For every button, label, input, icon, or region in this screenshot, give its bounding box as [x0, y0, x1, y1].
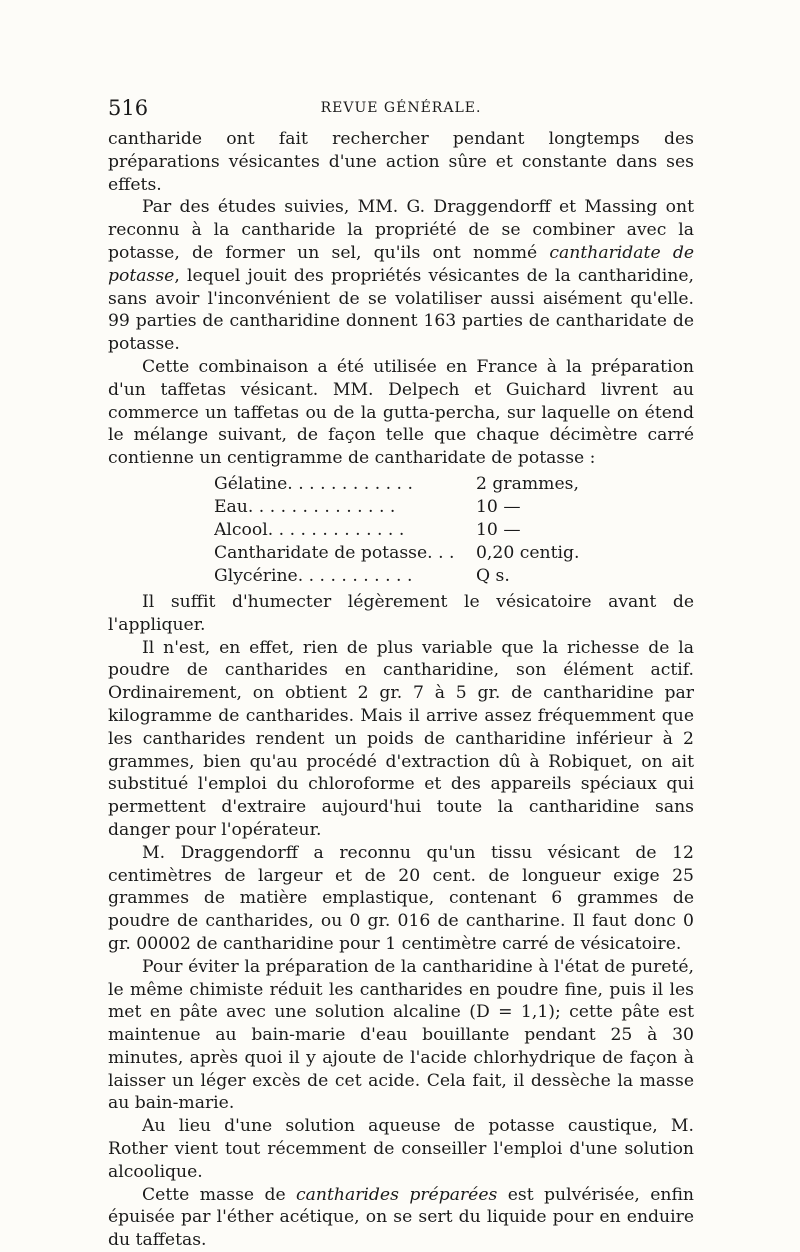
paragraph-continuation: cantharide ont fait rechercher pendant longtemps des préparations vésicantes d'une action sûre et constante dans ses effets.	[108, 129, 694, 195]
recipe-row	[214, 473, 614, 496]
body-text	[108, 128, 694, 1252]
recipe-ingredient: Gélatine. . . . . . . . . . . .	[214, 473, 413, 494]
text-run: Par des études suivies, MM. G. Draggendorff et Massing ont reconnu à la cantharide la propriété de se combiner avec la potasse, de former un sel, qu'ils ont nommé	[108, 197, 694, 263]
recipe-row	[214, 519, 614, 542]
recipe-quantity: 10 —	[476, 519, 521, 540]
running-head: REVUE GÉNÉRALE.	[320, 100, 482, 116]
text-run: est pulvérisée, enfin épuisée par l'éther acétique, on se sert du liquide pour en enduire du taffetas.	[108, 1184, 695, 1251]
page-number: 516	[108, 96, 149, 120]
recipe-quantity: Q s.	[476, 565, 510, 586]
recipe-ingredient: Eau. . . . . . . . . . . . . .	[214, 496, 396, 517]
paragraph: Cette combinaison a été utilisée en France à la préparation d'un taffetas vésicant. MM. Delpech et Guichard livrent au commerce un taffetas ou de la gutta-percha, sur laquelle on étend le mélange suivant, de façon telle que chaque décimètre carré contienne un centigramme de cantharidate de potasse :	[108, 356, 694, 469]
recipe-row	[214, 542, 614, 565]
recipe-quantity: 2 grammes,	[476, 473, 579, 494]
paragraph	[108, 1184, 694, 1252]
recipe-quantity: 0,20 centig.	[476, 542, 580, 563]
recipe-ingredient: Alcool. . . . . . . . . . . . .	[214, 519, 405, 540]
text-run: , lequel jouit des propriétés vésicantes de la cantharidine, sans avoir l'inconvénient de se volatiliser aussi aisément qu'elle. 99 parties de cantharidine donnent 163 parties de cantharidate de potasse.	[108, 265, 694, 355]
recipe-row	[214, 565, 614, 588]
italic-term: cantharidate de potasse	[108, 242, 694, 286]
recipe-table	[214, 473, 614, 588]
recipe-ingredient: Glycérine. . . . . . . . . . .	[214, 565, 413, 586]
paragraph: Il suffit d'humecter légèrement le vésicatoire avant de l'appliquer.	[108, 591, 694, 635]
text-run: Cette masse de	[142, 1184, 297, 1205]
recipe-ingredient: Cantharidate de potasse. . .	[214, 542, 455, 563]
paragraph: Pour éviter la préparation de la cantharidine à l'état de pureté, le même chimiste réduit les cantharides en poudre fine, puis il les met en pâte avec une solution alcaline (D = 1,1); cette pâte est maintenue au bain-marie d'eau bouillante pendant 25 à 30 minutes, après quoi il y ajoute de l'acide chlorhydrique de façon à laisser un léger excès de cet acide. Cela fait, il dessèche la masse au bain-marie.	[108, 956, 694, 1114]
paragraph: Il n'est, en effet, rien de plus variable que la richesse de la poudre de cantharides en cantharidine, son élément actif. Ordinairement, on obtient 2 gr. 7 à 5 gr. de cantharidine par kilogramme de cantharides. Mais il arrive assez fréquemment que les cantharides rendent un poids de cantharidine inférieur à 2 grammes, bien qu'au procédé d'extraction dû à Robiquet, on ait substitué l'emploi du chloroforme et des appareils spéciaux qui permettent d'extraire aujourd'hui toute la cantharidine sans danger pour l'opérateur.	[108, 637, 694, 840]
italic-term: cantharides préparées	[296, 1184, 498, 1205]
page-header	[108, 96, 694, 124]
recipe-row	[214, 496, 614, 519]
paragraph: Au lieu d'une solution aqueuse de potasse caustique, M. Rother vient tout récemment de conseiller l'emploi d'une solution alcoolique.	[108, 1116, 694, 1182]
paragraph: M. Draggendorff a reconnu qu'un tissu vésicant de 12 centimètres de largeur et de 20 cent. de longueur exige 25 grammes de matière emplastique, contenant 6 grammes de poudre de cantharides, ou 0 gr. 016 de cantharine. Il faut donc 0 gr. 00002 de cantharidine pour 1 centimètre carré de vésicatoire.	[108, 842, 694, 954]
recipe-quantity: 10 —	[476, 496, 521, 517]
paragraph	[108, 196, 694, 356]
